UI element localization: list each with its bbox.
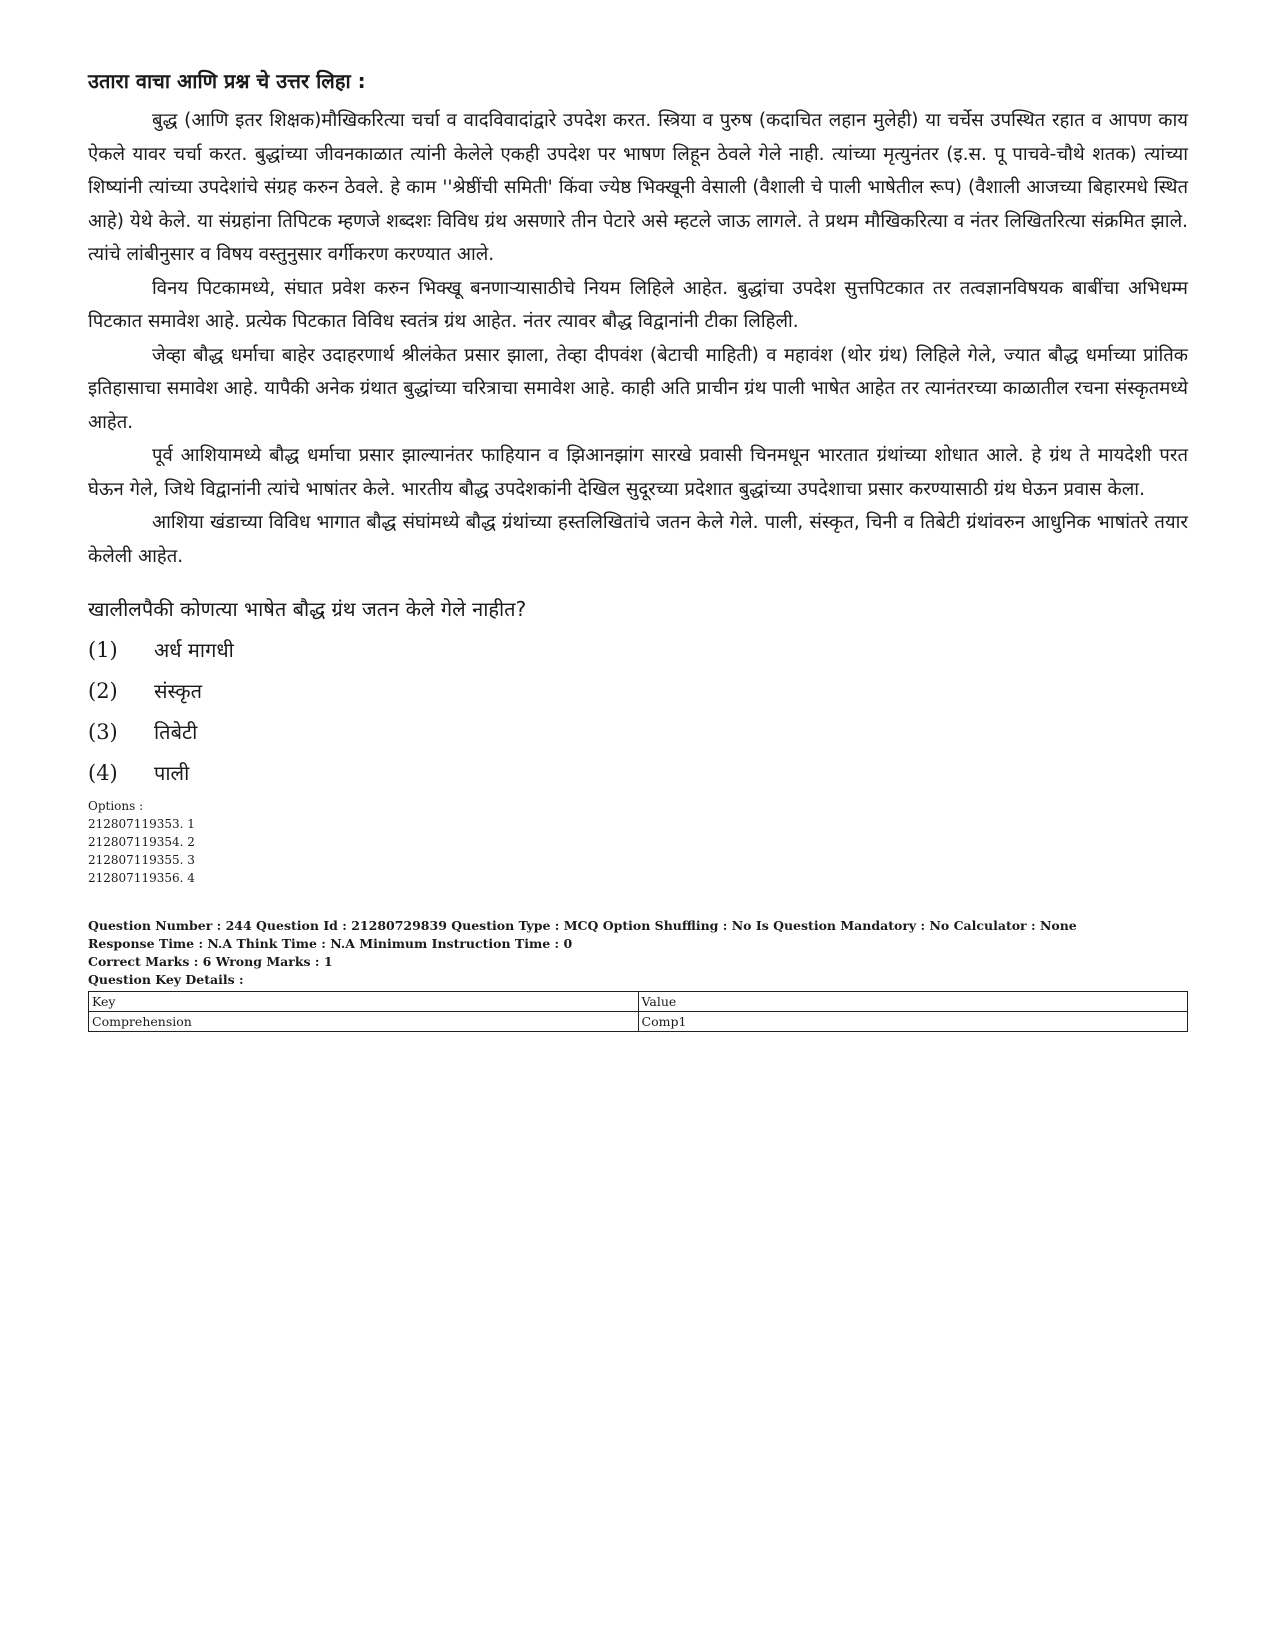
passage-paragraph: जेव्हा बौद्ध धर्माचा बाहेर उदाहरणार्थ श्रीलंकेत प्रसार झाला, तेव्हा दीपवंश (बेटाची माहिती) व महावंश (थोर ग्रंथ) लिहिले गेले, ज्यात बौद्ध धर्माच्या प्रांतिक इतिहासाचा समावेश आहे. यापैकी अनेक ग्रंथात बुद्धांच्या चरित्राचा समावेश आहे. काही अति प्राचीन ग्रंथ पाली भाषेत आहेत तर त्यानंतरच्या काळातील रचना संस्कृतमध्ये आहेत. (88, 344, 1188, 433)
option-id: 212807119354. 2 (88, 835, 195, 849)
question-metadata (88, 917, 1188, 989)
passage-paragraph: आशिया खंडाच्या विविध भागात बौद्ध संघांमध्ये बौद्ध ग्रंथांच्या हस्तलिखितांचे जतन केले गेले. पाली, संस्कृत, चिनी व तिबेटी ग्रंथांवरुन आधुनिक भाषांतरे तयार केलेली आहेत. (88, 512, 1188, 567)
passage-paragraph: बुद्ध (आणि इतर शिक्षक)मौखिकरित्या चर्चा व वादविवादांद्वारे उपदेश करत. स्त्रिया व पुरुष (कदाचित लहान मुलेही) या चर्चेस उपस्थित रहात व आपण काय ऐकले यावर चर्चा करत. बुद्धांच्या जीवनकाळात त्यांनी केलेले एकही उपदेश पर भाषण लिहून ठेवले गेले नाही. त्यांच्या मृत्युनंतर (इ.स. पू पाचवे-चौथे शतक) त्यांच्या शिष्यांनी त्यांच्या उपदेशांचे संग्रह करुन ठेवले. हे काम ''श्रेष्ठींची समिती' किंवा ज्येष्ठ भिक्खूनी वेसाली (वैशाली चे पाली भाषेतील रूप) (वैशाली आजच्या बिहारमधे स्थित आहे) येथे केले. या संग्रहांना तिपिटक म्हणजे शब्दशः विविध ग्रंथ असणारे तीन पेटारे असे म्हटले जाऊ लागले. ते प्रथम मौखिकरित्या व नंतर लिखितरित्या संक्रमित झाले. त्यांचे लांबीनुसार व विषय वस्तुनुसार वर्गीकरण करण्यात आले. (88, 110, 1188, 265)
answer-choice-4[interactable] (88, 752, 1188, 793)
answer-choice-1[interactable] (88, 629, 1188, 670)
options-label: Options : (88, 799, 144, 813)
table-header-row (89, 992, 1188, 1012)
choice-number: (3) (88, 719, 118, 744)
table-cell: Comp1 (638, 1012, 1188, 1032)
option-ids-block (88, 797, 1188, 887)
option-id: 212807119356. 4 (88, 871, 195, 885)
passage-paragraph: पूर्व आशियामध्ये बौद्ध धर्माचा प्रसार झाल्यानंतर फाहियान व झिआनझांग सारखे प्रवासी चिनमधून भारतात ग्रंथांच्या शोधात आले. हे ग्रंथ ते मायदेशी परत घेऊन गेले, जिथे विद्वानांनी त्यांचे भाषांतर केले. भारतीय बौद्ध उपदेशकांनी देखिल सुदूरच्या प्रदेशात बुद्धांच्या उपदेशाचा प्रसार करण्यासाठी ग्रंथ घेऊन प्रवास केला. (88, 445, 1188, 500)
question-text: खालीलपैकी कोणत्या भाषेत बौद्ध ग्रंथ जतन केले गेले नाहीत? (88, 597, 527, 621)
metadata-line: Question Number : 244 Question Id : 21280729839 Question Type : MCQ Option Shuffling : No Is Question Mandatory : No Calculator : None (88, 918, 1077, 933)
table-row (89, 1012, 1188, 1032)
table-cell: Comprehension (89, 1012, 639, 1032)
metadata-line: Correct Marks : 6 Wrong Marks : 1 (88, 954, 333, 969)
metadata-line: Question Key Details : (88, 972, 244, 987)
answer-choice-2[interactable] (88, 670, 1188, 711)
answer-choice-3[interactable] (88, 711, 1188, 752)
choice-text: संस्कृत (154, 679, 203, 703)
choice-number: (4) (88, 760, 118, 785)
option-id: 212807119353. 1 (88, 817, 195, 831)
choice-number: (1) (88, 637, 118, 662)
answer-choices (88, 629, 1188, 793)
metadata-line: Response Time : N.A Think Time : N.A Minimum Instruction Time : 0 (88, 936, 573, 951)
choice-text: पाली (154, 761, 190, 785)
choice-number: (2) (88, 678, 118, 703)
question-key-table (88, 991, 1188, 1032)
document-page (88, 64, 1188, 1032)
table-header-cell: Value (638, 992, 1188, 1012)
choice-text: तिबेटी (154, 720, 198, 744)
passage-heading: उतारा वाचा आणि प्रश्न चे उत्तर लिहा : (88, 69, 366, 93)
passage-paragraph: विनय पिटकामध्ये, संघात प्रवेश करुन भिक्खू बनणाऱ्यासाठीचे नियम लिहिले आहेत. बुद्धांचा उपदेश सुत्तपिटकात तर तत्वज्ञानविषयक बाबींचा अभिधम्म पिटकात समावेश आहे. प्रत्येक पिटकात विविध स्वतंत्र ग्रंथ आहेत. नंतर त्यावर बौद्ध विद्वानांनी टीका लिहिली. (88, 277, 1188, 332)
option-id: 212807119355. 3 (88, 853, 195, 867)
choice-text: अर्ध मागधी (154, 638, 234, 662)
table-header-cell: Key (89, 992, 639, 1012)
